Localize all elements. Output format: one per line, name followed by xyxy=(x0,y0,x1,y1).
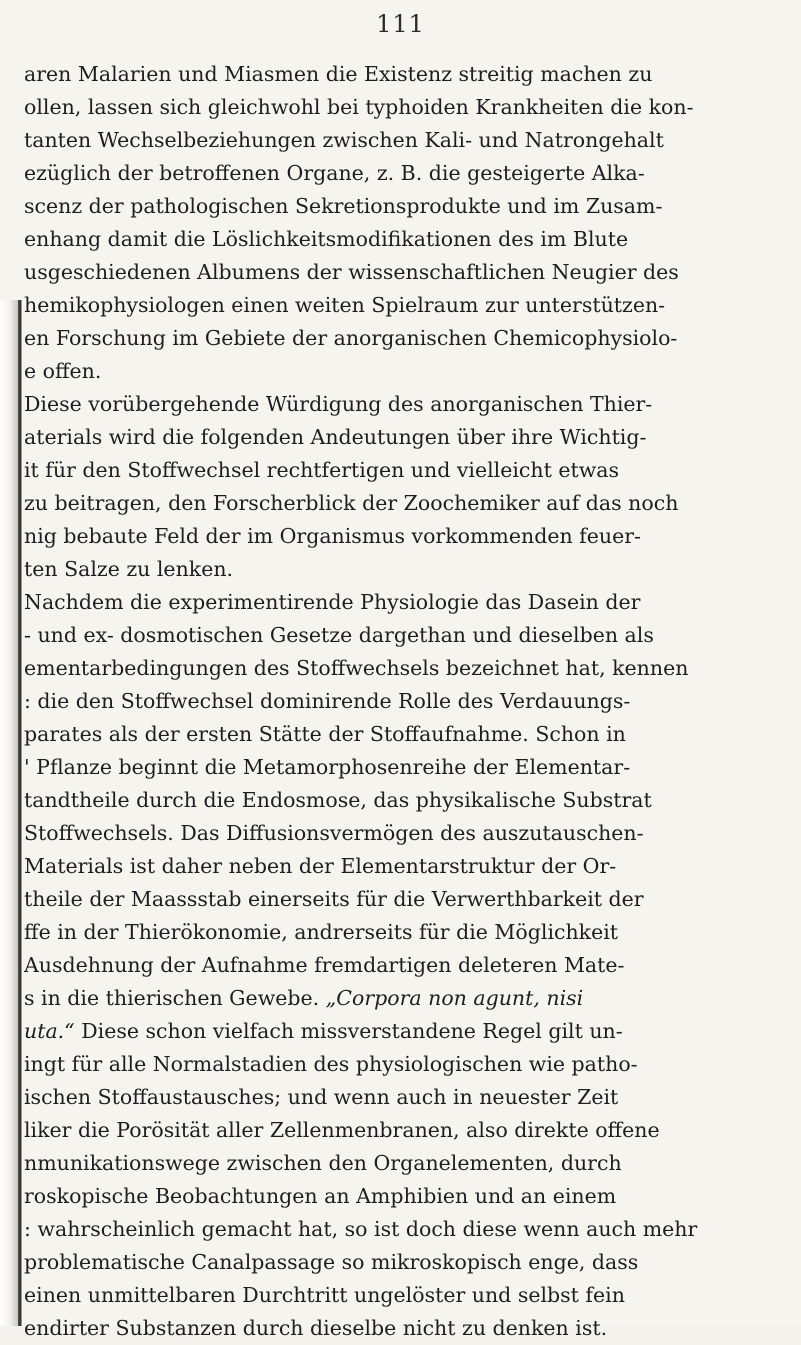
text-line xyxy=(24,982,794,1015)
text-line: theile der Maassstab einerseits für die Verwerthbarkeit der xyxy=(24,887,644,911)
text-line: hemikophysiologen einen weiten Spielraum zur unterstützen- xyxy=(24,293,666,317)
text-line: ischen Stoffaustausches; und wenn auch in neuester Zeit xyxy=(24,1085,619,1109)
latin-quote: „Corpora non agunt, nisi xyxy=(325,986,584,1010)
text-line: ' Pflanze beginnt die Metamorphosenreihe der Elementar- xyxy=(24,755,631,779)
text-line: liker die Porösität aller Zellenmenbranen, also direkte offene xyxy=(24,1118,660,1142)
binding-edge xyxy=(18,300,21,1326)
text-line: Ausdehnung der Aufnahme fremdartigen deleteren Mate- xyxy=(24,953,625,977)
text-line: roskopische Beobachtungen an Amphibien und an einem xyxy=(24,1184,617,1208)
text-line: ten Salze zu lenken. xyxy=(24,557,234,581)
text-line: endirter Substanzen durch dieselbe nicht zu denken ist. xyxy=(24,1316,608,1340)
text-line: parates als der ersten Stätte der Stoffaufnahme. Schon in xyxy=(24,722,626,746)
text-line: einen unmittelbaren Durchtritt ungelöster und selbst fein xyxy=(24,1283,625,1307)
text-line: usgeschiedenen Albumens der wissenschaftlichen Neugier des xyxy=(24,260,679,284)
text-line: ementarbedingungen des Stoffwechsels bezeichnet hat, kennen xyxy=(24,656,689,680)
text-line: : wahrscheinlich gemacht hat, so ist doch diese wenn auch mehr xyxy=(24,1217,698,1241)
text-line: it für den Stoffwechsel rechtfertigen und vielleicht etwas xyxy=(24,458,620,482)
text-line: en Forschung im Gebiete der anorganischen Chemicophysiolo- xyxy=(24,326,678,350)
page-number: 111 xyxy=(376,10,425,38)
text-line: problematische Canalpassage so mikroskopisch enge, dass xyxy=(24,1250,639,1274)
text-line: Nachdem die experimentirende Physiologie das Dasein der xyxy=(24,590,641,614)
latin-quote-end: uta.“ xyxy=(24,1019,75,1043)
text-segment: s in die thierischen Gewebe. xyxy=(24,986,320,1010)
text-line: Diese vorübergehende Würdigung des anorganischen Thier- xyxy=(24,392,653,416)
text-line: e offen. xyxy=(24,359,102,383)
text-line: ffe in der Thierökonomie, andrerseits für die Möglichkeit xyxy=(24,920,619,944)
text-line: aren Malarien und Miasmen die Existenz streitig machen zu xyxy=(24,62,653,86)
text-line: aterials wird die folgenden Andeutungen über ihre Wichtig- xyxy=(24,425,647,449)
text-line: nmunikationswege zwischen den Organelementen, durch xyxy=(24,1151,622,1175)
text-line: - und ex- dosmotischen Gesetze dargethan und dieselben als xyxy=(24,623,654,647)
text-line: Materials ist daher neben der Elementarstruktur der Or- xyxy=(24,854,617,878)
text-line xyxy=(24,1015,794,1048)
text-line: ezüglich der betroffenen Organe, z. B. die gesteigerte Alka- xyxy=(24,161,645,185)
text-line: nig bebaute Feld der im Organismus vorkommenden feuer- xyxy=(24,524,641,548)
text-line: scenz der pathologischen Sekretionsprodukte und im Zusam- xyxy=(24,194,663,218)
text-line: zu beitragen, den Forscherblick der Zoochemiker auf das noch xyxy=(24,491,679,515)
text-line: : die den Stoffwechsel dominirende Rolle des Verdauungs- xyxy=(24,689,631,713)
text-line: tanten Wechselbeziehungen zwischen Kali- und Natrongehalt xyxy=(24,128,664,152)
text-line: tandtheile durch die Endosmose, das physikalische Substrat xyxy=(24,788,652,812)
text-line: ingt für alle Normalstadien des physiologischen wie patho- xyxy=(24,1052,638,1076)
text-segment: Diese schon vielfach missverstandene Regel gilt un- xyxy=(81,1019,623,1043)
text-line: ollen, lassen sich gleichwohl bei typhoiden Krankheiten die kon- xyxy=(24,95,694,119)
text-line: enhang damit die Löslichkeitsmodifikationen des im Blute xyxy=(24,227,629,251)
text-line: Stoffwechsels. Das Diffusionsvermögen des auszutauschen- xyxy=(24,821,644,845)
body-text xyxy=(24,58,794,1345)
